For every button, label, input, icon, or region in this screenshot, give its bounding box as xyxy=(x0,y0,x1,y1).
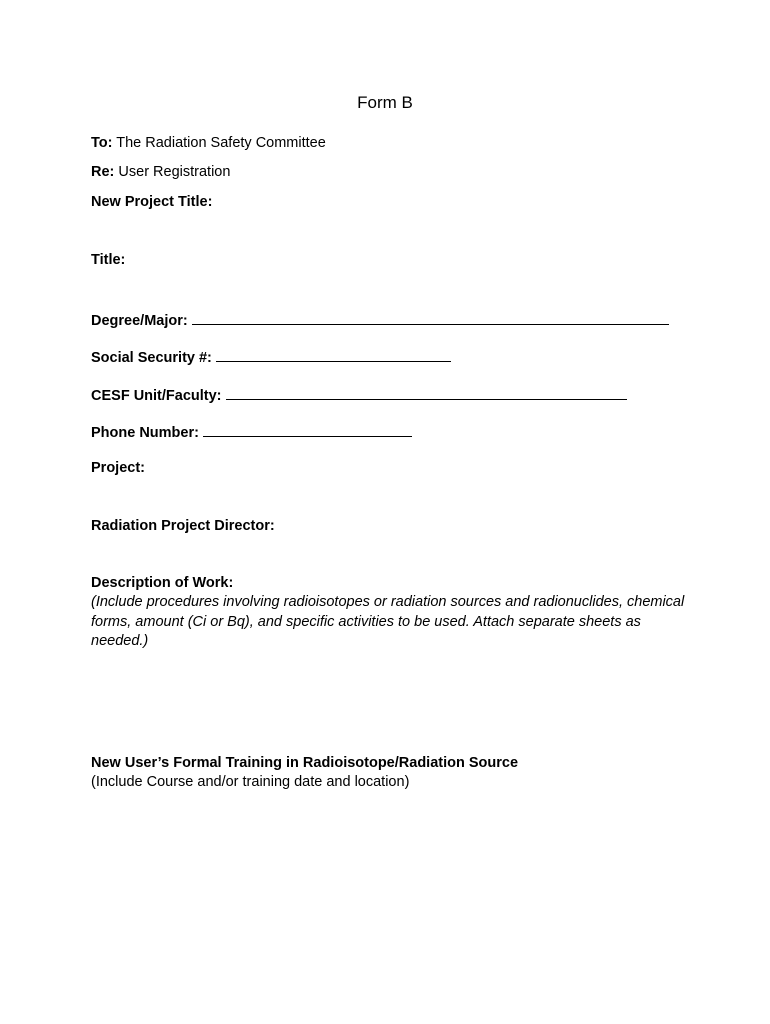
radiation-director-label: Radiation Project Director: xyxy=(91,518,275,534)
re-label: Re: xyxy=(91,164,115,180)
project-label: Project: xyxy=(91,460,145,476)
form-title: Form B xyxy=(357,93,413,112)
cesf-unit-label: CESF Unit/Faculty: xyxy=(91,388,222,404)
phone-number-line xyxy=(91,422,412,441)
training-label: New User’s Formal Training in Radioisotope/Radiation Source xyxy=(91,755,519,771)
social-security-line xyxy=(91,347,451,366)
training-note: (Include Course and/or training date and location) xyxy=(91,774,410,790)
cesf-unit-field[interactable] xyxy=(226,385,627,400)
social-security-label: Social Security #: xyxy=(91,350,212,366)
to-label: To: xyxy=(91,135,113,151)
phone-number-field[interactable] xyxy=(203,422,412,437)
description-note: (Include procedures involving radioisotopes or radiation sources and radionuclides, chemical forms, amount (Ci or Bq), and specific activities to be used. Attach separate sheets as needed.) xyxy=(91,594,685,649)
degree-major-line xyxy=(91,310,669,329)
description-label: Description of Work: xyxy=(91,575,234,591)
to-line xyxy=(91,135,326,151)
degree-major-field[interactable] xyxy=(192,310,669,325)
re-line xyxy=(91,164,230,180)
degree-major-label: Degree/Major: xyxy=(91,313,188,329)
to-value: The Radiation Safety Committee xyxy=(116,135,326,151)
re-value: User Registration xyxy=(118,164,231,180)
phone-number-label: Phone Number: xyxy=(91,425,199,441)
social-security-field[interactable] xyxy=(216,347,451,362)
new-project-title-label: New Project Title: xyxy=(91,194,213,210)
title-label: Title: xyxy=(91,252,126,268)
cesf-unit-line xyxy=(91,385,627,404)
